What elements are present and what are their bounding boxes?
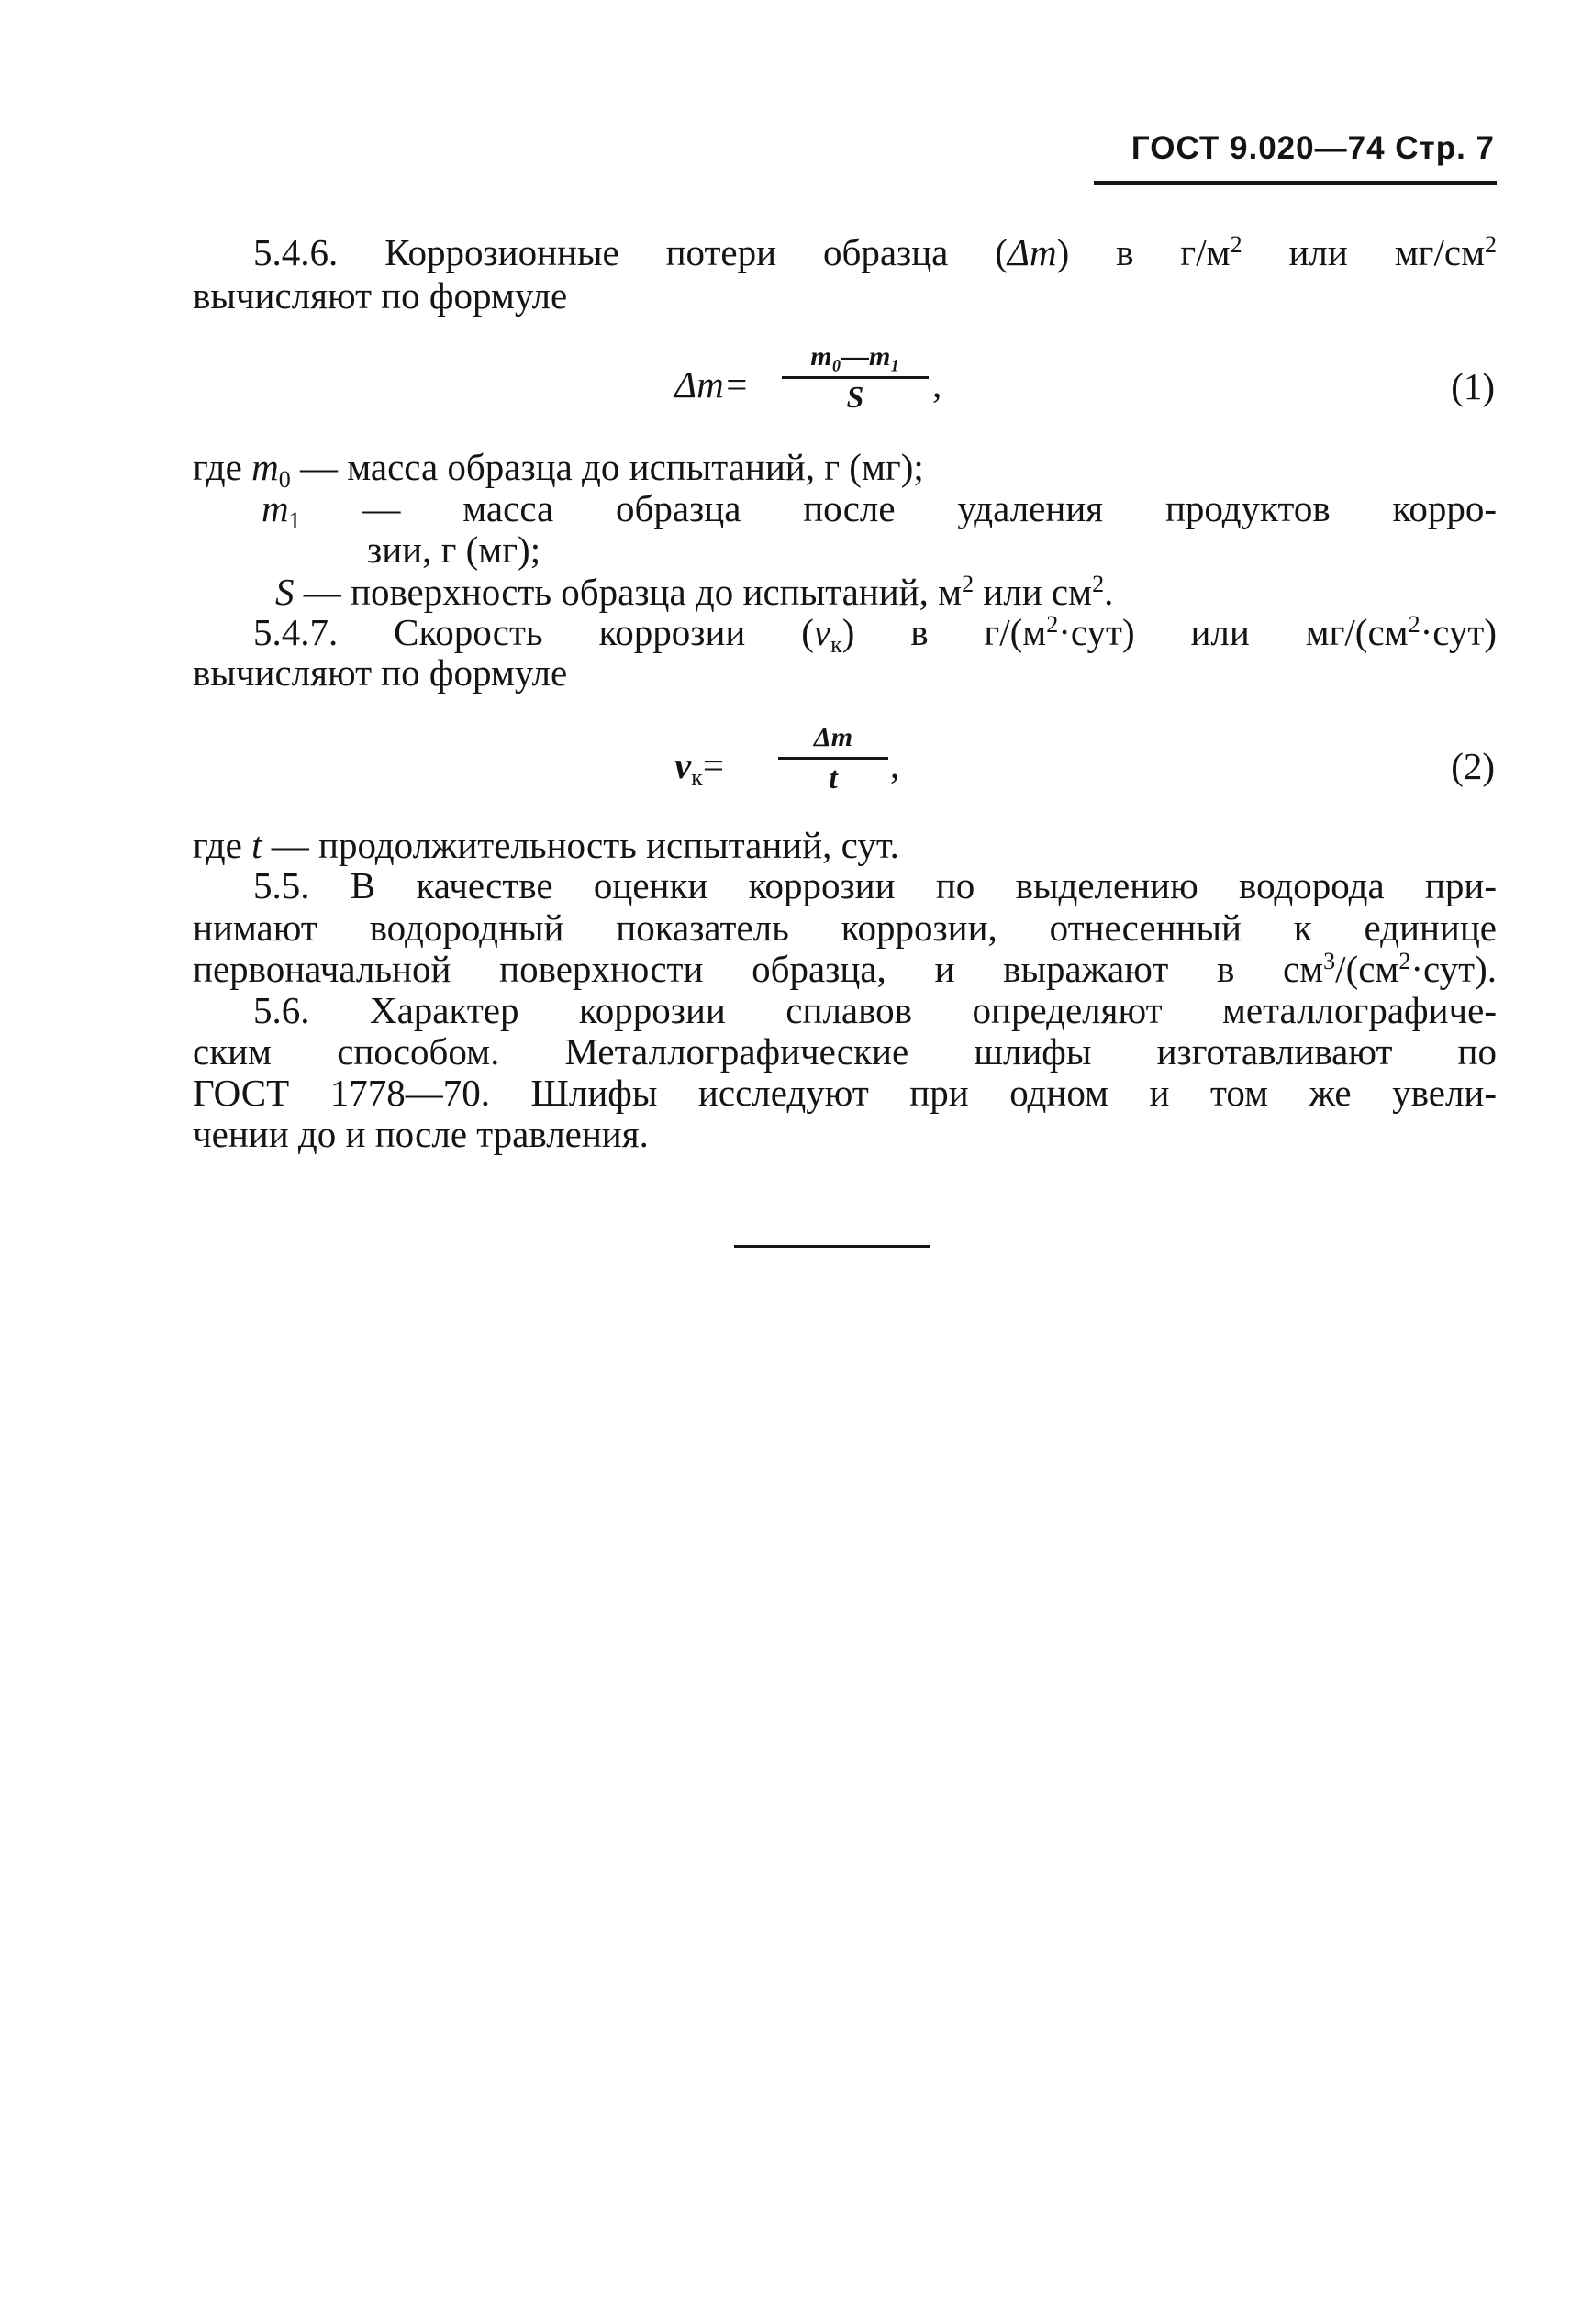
s-symbol: S <box>275 571 295 613</box>
page-number: Стр. 7 <box>1395 130 1495 166</box>
paragraph-5-4-7-line-2: вычисляют по формуле <box>193 651 568 694</box>
equation-number-2: (2) <box>1451 745 1495 787</box>
end-of-text-rule <box>734 1245 930 1248</box>
where-m0-line: где $m_0$ — масса образца до испытаний, г (мг); <box>193 446 924 493</box>
paragraph-5-6-line-2: ским способом. Металлографические шлифы изготавливают по <box>193 1030 1497 1073</box>
delta-m-symbol: Δm <box>1007 231 1057 273</box>
formula-1-fraction <box>782 341 929 416</box>
running-header <box>1131 130 1495 167</box>
m0-symbol: m <box>251 446 279 488</box>
formula-2-fraction <box>778 722 888 796</box>
paragraph-5-6-line-3: ГОСТ 1778—70. Шлифы исследуют при одном и том же увели- <box>193 1072 1497 1114</box>
formula-1-denominator: S <box>846 381 864 415</box>
header-rule <box>1094 181 1497 185</box>
paragraph-5-4-6-line-1: 5.4.6. Коррозионные потери образца (Δm) в $г/м^2$ или $мг/см^2$ <box>253 231 1498 273</box>
formula-1 <box>674 362 749 406</box>
paragraph-5-6-line-1: 5.6. Характер коррозии сплавов определяют металлографиче- <box>253 989 1497 1031</box>
formula-1-lhs: Δm= <box>674 363 750 406</box>
t-symbol: t <box>251 824 262 866</box>
where-m1-line: $m_1$ — масса образца после удаления продуктов корро- <box>262 487 1497 534</box>
paragraph-5-4-7-line-1: 5.4.7. Скорость коррозии $(v_к)$ в $г/(м^2\cdot сут)$ или $мг/(см^2\cdot сут)$ <box>253 611 1497 658</box>
formula-2-lhs: $v_к=$ <box>674 744 724 791</box>
formula-1-numerator: m₀—m₁ <box>782 341 929 379</box>
where-t-line: где t — продолжительность испытаний, сут. <box>193 824 899 866</box>
paragraph-5-5-line-3: первоначальной поверхности образца, и выражают в $см^3/(см^2\cdot сут)$. <box>193 948 1497 990</box>
formula-2-numerator: Δm <box>778 722 888 760</box>
formula-2-denominator: t <box>829 762 838 795</box>
paragraph-5-5-line-2: нимают водородный показатель коррозии, отнесенный к единице <box>193 906 1497 949</box>
where-m1-continuation: зии, г (мг); <box>367 528 541 571</box>
formula-1-comma: , <box>932 363 942 406</box>
v-symbol: v <box>813 611 831 653</box>
paragraph-5-6-line-4: чении до и после травления. <box>193 1113 649 1155</box>
formula-2-comma: , <box>890 744 900 786</box>
standard-number: ГОСТ 9.020—74 <box>1131 130 1386 166</box>
paragraph-5-4-6-line-2: вычисляют по формуле <box>193 274 568 317</box>
equation-number-1: (1) <box>1451 365 1495 407</box>
paragraph-5-5-line-1: 5.5. В качестве оценки коррозии по выделению водорода при- <box>253 864 1497 906</box>
m1-symbol: m <box>262 487 289 529</box>
where-s-line: S — поверхность образца до испытаний, $м^2$ или $см^2$. <box>275 571 1114 613</box>
